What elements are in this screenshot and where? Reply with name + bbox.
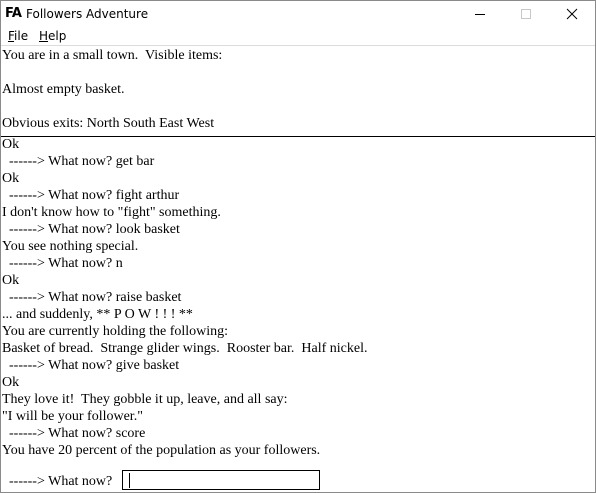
log-line: ------> What now? look basket	[2, 222, 180, 237]
log-line: You see nothing special.	[2, 239, 139, 254]
log-line: ------> What now? score	[2, 426, 146, 441]
room-description: You are in a small town. Visible items:	[2, 48, 223, 63]
menu-file-mnemonic: F	[8, 29, 15, 43]
log-line: I don't know how to "fight" something.	[2, 205, 221, 220]
command-input[interactable]	[122, 470, 320, 490]
log-line: ------> What now? give basket	[2, 358, 180, 373]
log-line: Ok	[2, 273, 20, 288]
command-prompt-row	[2, 470, 113, 492]
log-line: ------> What now? n	[2, 256, 123, 271]
log-line: You are currently holding the following:	[2, 324, 229, 339]
minimize-button[interactable]	[457, 1, 503, 27]
game-log	[1, 136, 595, 492]
close-button[interactable]	[549, 1, 595, 27]
menu-file[interactable]	[8, 29, 28, 44]
room-exits: Obvious exits: North South East West	[2, 116, 215, 131]
maximize-button[interactable]	[503, 1, 549, 27]
command-prompt-label: ------> What now?	[2, 474, 113, 489]
log-line: Ok	[2, 137, 20, 152]
menu-file-label-rest: ile	[14, 29, 29, 43]
log-line: ------> What now? get bar	[2, 154, 155, 169]
menu-help[interactable]	[39, 29, 66, 44]
log-line: Ok	[2, 375, 20, 390]
menu-bar	[1, 27, 595, 45]
window-title: Followers Adventure	[26, 7, 149, 21]
log-line: ... and suddenly, ** P O W ! ! ! **	[2, 307, 193, 322]
minimize-icon	[474, 8, 486, 20]
close-icon	[566, 8, 578, 20]
room-items: Almost empty basket.	[2, 82, 125, 97]
menu-help-mnemonic: H	[39, 29, 49, 43]
log-line: ------> What now? raise basket	[2, 290, 182, 305]
log-line: Basket of bread. Strange glider wings. Rooster bar. Half nickel.	[2, 341, 368, 356]
title-bar[interactable]	[1, 1, 595, 27]
text-caret	[129, 473, 130, 488]
app-icon: FA	[5, 6, 22, 21]
menu-help-label-rest: elp	[48, 29, 67, 43]
log-line: You have 20 percent of the population as your followers.	[2, 443, 321, 458]
log-line: They love it! They gobble it up, leave, and all say:	[2, 392, 288, 407]
log-line: Ok	[2, 171, 20, 186]
room-description-pane	[1, 45, 595, 137]
log-line: "I will be your follower."	[2, 409, 143, 424]
log-line: ------> What now? fight arthur	[2, 188, 180, 203]
maximize-icon	[520, 8, 532, 20]
